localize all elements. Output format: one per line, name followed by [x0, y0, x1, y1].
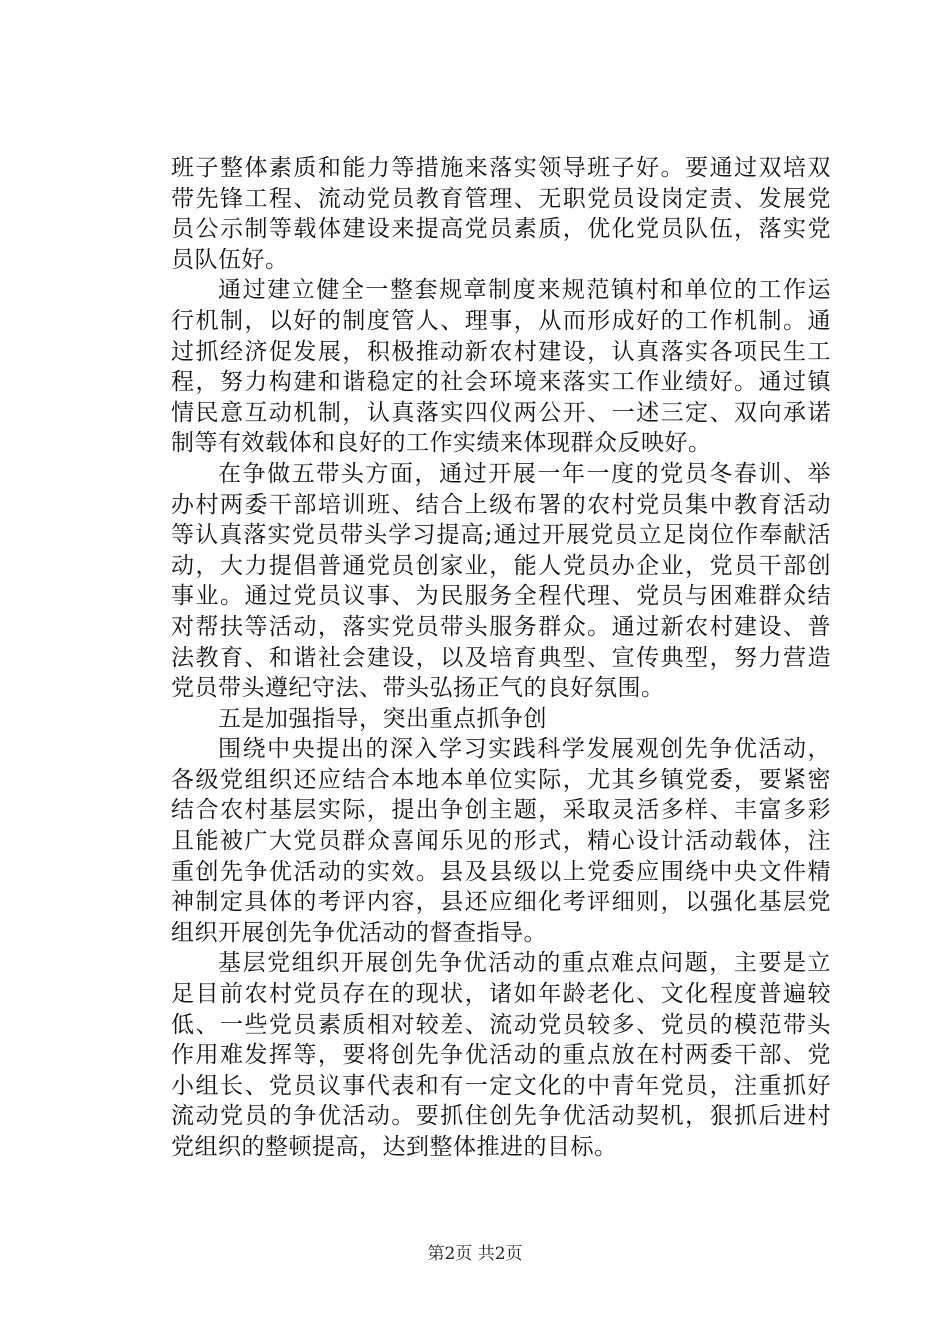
page-footer: 第2页 共2页 [427, 1244, 523, 1264]
text-line: 在争做五带头方面，通过开展一年一度的党员冬春训、举 [218, 460, 831, 487]
text-line: 通过建立健全一整套规章制度来规范镇村和单位的工作运 [218, 277, 831, 304]
text-line: 且能被广大党员群众喜闻乐见的形式，精心设计活动载体，注 [171, 828, 831, 855]
text-line: 神制定具体的考评内容，县还应细化考评细则，以强化基层党 [171, 889, 831, 916]
text-line: 动，大力提倡普通党员创家业，能人党员办企业，党员干部创 [171, 552, 831, 579]
text-line: 制等有效载体和良好的工作实绩来体现群众反映好。 [171, 430, 712, 457]
text-line: 程，努力构建和谐稳定的社会环境来落实工作业绩好。通过镇 [171, 369, 831, 396]
text-line: 基层党组织开展创先争优活动的重点难点问题，主要是立 [218, 950, 831, 977]
text-line: 组织开展创先争优活动的督查指导。 [171, 919, 547, 946]
text-line: 足目前农村党员存在的现状，诸如年龄老化、文化程度普遍较 [171, 981, 831, 1008]
text-line: 情民意互动机制，认真落实四仪两公开、一述三定、双向承诺 [171, 399, 831, 426]
text-line: 小组长、党员议事代表和有一定文化的中青年党员，注重抓好 [171, 1072, 831, 1099]
text-line: 党组织的整顿提高，达到整体推进的目标。 [171, 1134, 618, 1160]
text-line: 围绕中央提出的深入学习实践科学发展观创先争优活动， [218, 736, 831, 763]
text-line: 低、一些党员素质相对较差、流动党员较多、党员的模范带头 [171, 1011, 831, 1038]
text-line: 法教育、和谐社会建设，以及培育典型、宣传典型，努力营造 [171, 644, 831, 671]
text-line: 行机制，以好的制度管人、理事，从而形成好的工作机制。通 [171, 307, 831, 334]
text-line: 办村两委干部培训班、结合上级布署的农村党员集中教育活动 [171, 491, 831, 518]
text-line: 五是加强指导，突出重点抓争创 [218, 705, 547, 732]
text-line: 作用难发挥等，要将创先争优活动的重点放在村两委干部、党 [171, 1042, 831, 1069]
text-line: 党员带头遵纪守法、带头弘扬正气的良好氛围。 [171, 675, 665, 702]
text-line: 过抓经济促发展，积极推动新农村建设，认真落实各项民生工 [171, 338, 831, 365]
text-line: 员队伍好。 [171, 246, 289, 273]
text-line: 员公示制等载体建设来提高党员素质，优化党员队伍，落实党 [171, 216, 831, 243]
text-line: 对帮扶等活动，落实党员带头服务群众。通过新农村建设、普 [171, 613, 831, 640]
text-line: 带先锋工程、流动党员教育管理、无职党员设岗定责、发展党 [171, 185, 831, 212]
document-body [171, 153, 831, 1163]
text-line: 各级党组织还应结合本地本单位实际，尤其乡镇党委，要紧密 [171, 766, 831, 793]
text-line: 流动党员的争优活动。要抓住创先争优活动契机，狠抓后进村 [171, 1103, 831, 1130]
text-line: 等认真落实党员带头学习提高;通过开展党员立足岗位作奉献活 [171, 522, 831, 549]
text-line: 班子整体素质和能力等措施来落实领导班子好。要通过双培双 [171, 155, 831, 181]
text-line: 结合农村基层实际，提出争创主题，采取灵活多样、丰富多彩 [171, 797, 831, 824]
text-line: 事业。通过党员议事、为民服务全程代理、党员与困难群众结 [171, 583, 831, 610]
text-line: 重创先争优活动的实效。县及县级以上党委应围绕中央文件精 [171, 858, 831, 885]
